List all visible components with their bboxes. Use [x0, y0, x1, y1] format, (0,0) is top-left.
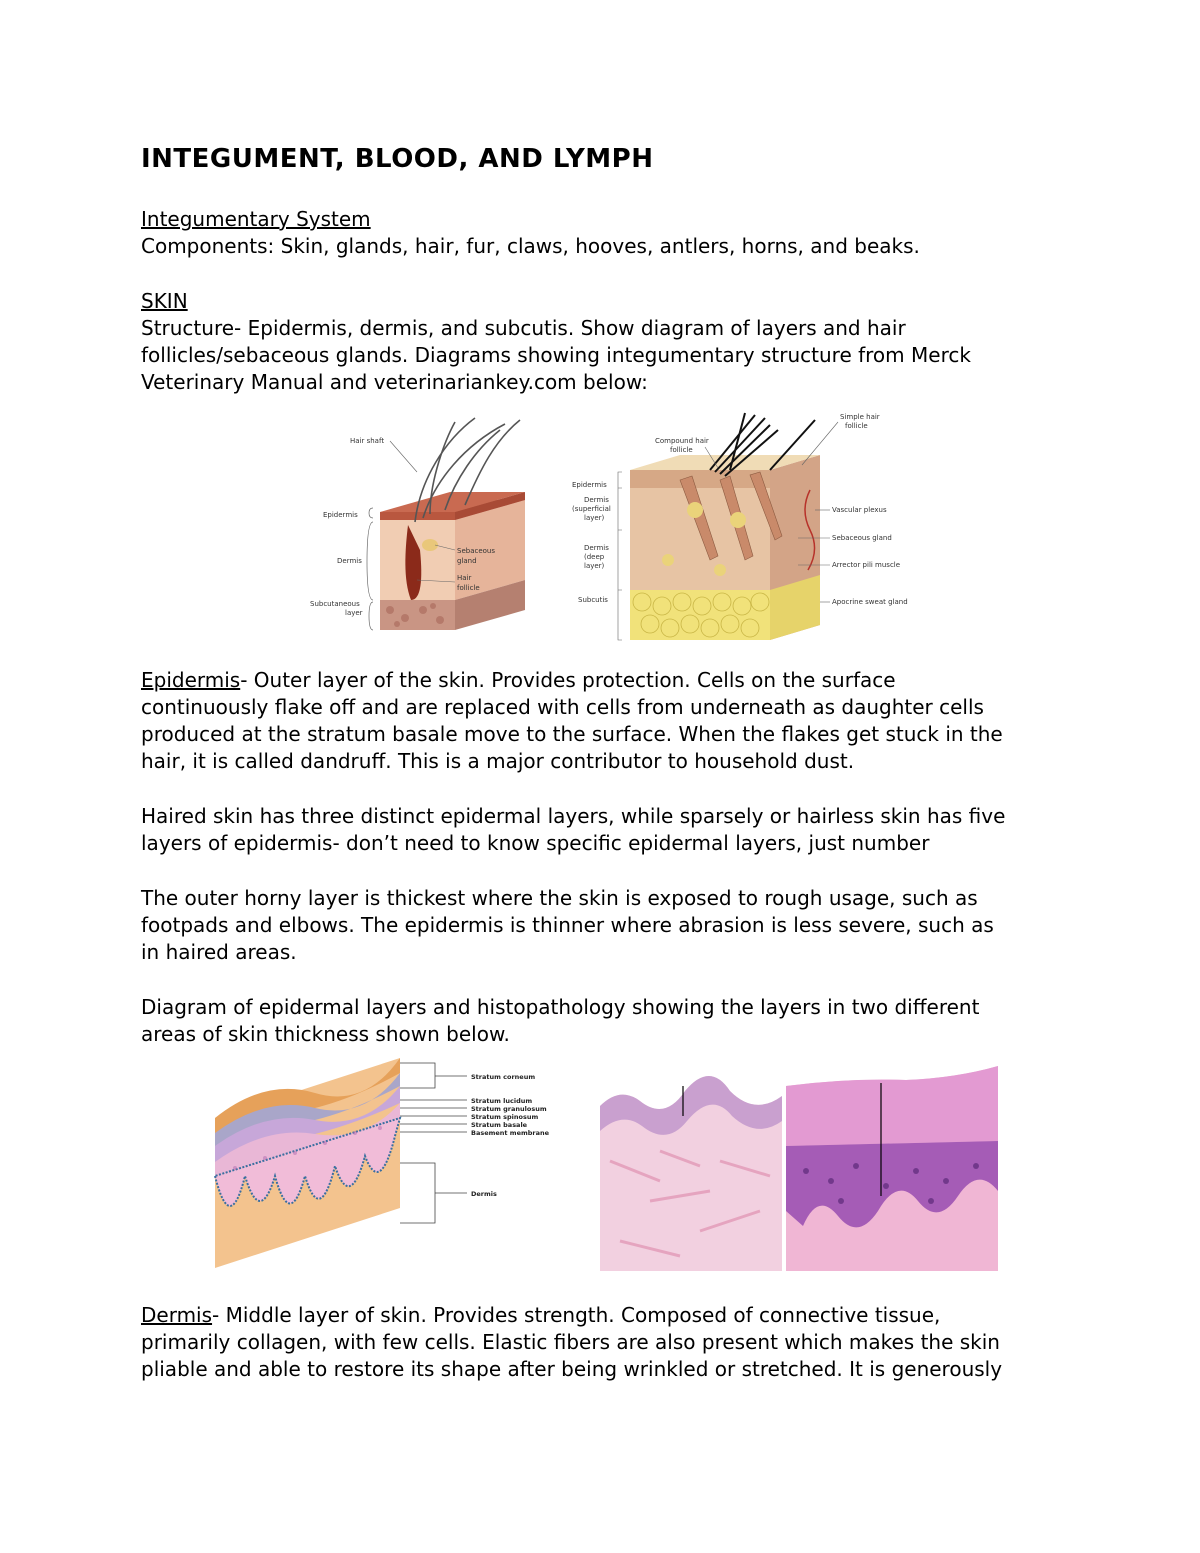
- arrector-pili-label: Arrector pili muscle: [832, 561, 901, 569]
- vascular-plexus-label: Vascular plexus: [832, 506, 887, 514]
- stratum-corneum-label: Stratum corneum: [471, 1073, 536, 1081]
- hair-label: Hair: [457, 574, 472, 582]
- epidermis-line-3: produced at the stratum basale move to the surface. When the flakes get stuck in the: [141, 722, 1003, 746]
- basement-membrane-label: Basement membrane: [471, 1129, 550, 1137]
- sebaceous-label: Sebaceous: [457, 547, 496, 555]
- diagram-line-1: Diagram of epidermal layers and histopathology showing the layers in two different: [141, 995, 980, 1019]
- structure-line-2: follicles/sebaceous glands. Diagrams showing integumentary structure from Merck: [141, 343, 971, 367]
- haired-line-2: layers of epidermis- don’t need to know specific epidermal layers, just number: [141, 831, 930, 855]
- diagram-line-2: areas of skin thickness shown below.: [141, 1022, 510, 1046]
- dermis-line-1: Dermis- Middle layer of skin. Provides strength. Composed of connective tissue,: [141, 1303, 941, 1327]
- epidermis-line-1: Epidermis- Outer layer of the skin. Provides protection. Cells on the surface: [141, 668, 896, 692]
- dermis-line-3: pliable and able to restore its shape after being wrinkled or stretched. It is generously: [141, 1357, 1003, 1381]
- page-title: INTEGUMENT, BLOOD, AND LYMPH: [141, 144, 654, 174]
- layer-label: layer: [345, 609, 363, 617]
- compound-follicle-label: follicle: [670, 446, 693, 454]
- layer-label-3: layer): [584, 562, 605, 570]
- dermis-term: Dermis: [141, 1303, 213, 1327]
- deep-label: (deep: [584, 553, 605, 561]
- stratum-spinosum-label: Stratum spinosum: [471, 1113, 539, 1121]
- dermis-line-2: primarily collagen, with few cells. Elastic fibers are also present which makes the skin: [141, 1330, 1000, 1354]
- structure-line-3: Veterinary Manual and veterinariankey.com below:: [141, 370, 648, 394]
- histology-thick-skin-image: [786, 1061, 998, 1271]
- sebaceous-gland-label: Sebaceous gland: [832, 534, 892, 542]
- structure-line-1: Structure- Epidermis, dermis, and subcutis. Show diagram of layers and hair: [141, 316, 906, 340]
- epidermis-label-2: Epidermis: [572, 481, 607, 489]
- components-line: Components: Skin, glands, hair, fur, claws, hooves, antlers, horns, and beaks.: [141, 234, 920, 258]
- dermis-label: Dermis: [337, 557, 362, 565]
- epidermis-label: Epidermis: [323, 511, 358, 519]
- compound-hair-label: Compound hair: [655, 437, 709, 445]
- skin-structure-diagram: [305, 410, 540, 635]
- stratum-granulosum-label: Stratum granulosum: [471, 1105, 547, 1113]
- integument-detail-diagram: [570, 410, 910, 650]
- dermis-deep-label: Dermis: [584, 544, 609, 552]
- follicle-label: follicle: [457, 584, 480, 592]
- epidermis-term: Epidermis: [141, 668, 241, 692]
- apocrine-gland-label: Apocrine sweat gland: [832, 598, 908, 606]
- stratum-basale-label: Stratum basale: [471, 1121, 528, 1129]
- section-heading: Integumentary System: [141, 207, 371, 231]
- horny-line-1: The outer horny layer is thickest where the skin is exposed to rough usage, such as: [141, 886, 978, 910]
- simple-follicle-label: follicle: [845, 422, 868, 430]
- gland-label: gland: [457, 557, 477, 565]
- epidermis-line-4: hair, it is called dandruff. This is a major contributor to household dust.: [141, 749, 855, 773]
- layer-label-2: layer): [584, 514, 605, 522]
- histology-thin-skin-image: [600, 1061, 782, 1271]
- epidermis-line-2: continuously flake off and are replaced with cells from underneath as daughter cells: [141, 695, 984, 719]
- subcutis-label: Subcutis: [578, 596, 608, 604]
- haired-line-1: Haired skin has three distinct epidermal layers, while sparsely or hairless skin has five: [141, 804, 1006, 828]
- horny-line-3: in haired areas.: [141, 940, 297, 964]
- skin-heading: SKIN: [141, 289, 188, 313]
- subcutaneous-label: Subcutaneous: [310, 600, 360, 608]
- simple-hair-label: Simple hair: [840, 413, 880, 421]
- epidermal-layers-diagram: [205, 1058, 565, 1273]
- superficial-label: (superficial: [572, 505, 611, 513]
- dermis-superficial-label: Dermis: [584, 496, 609, 504]
- hair-shaft-label: Hair shaft: [350, 437, 385, 445]
- dermis-label-3: Dermis: [471, 1190, 497, 1198]
- stratum-lucidum-label: Stratum lucidum: [471, 1097, 533, 1105]
- horny-line-2: footpads and elbows. The epidermis is thinner where abrasion is less severe, such as: [141, 913, 994, 937]
